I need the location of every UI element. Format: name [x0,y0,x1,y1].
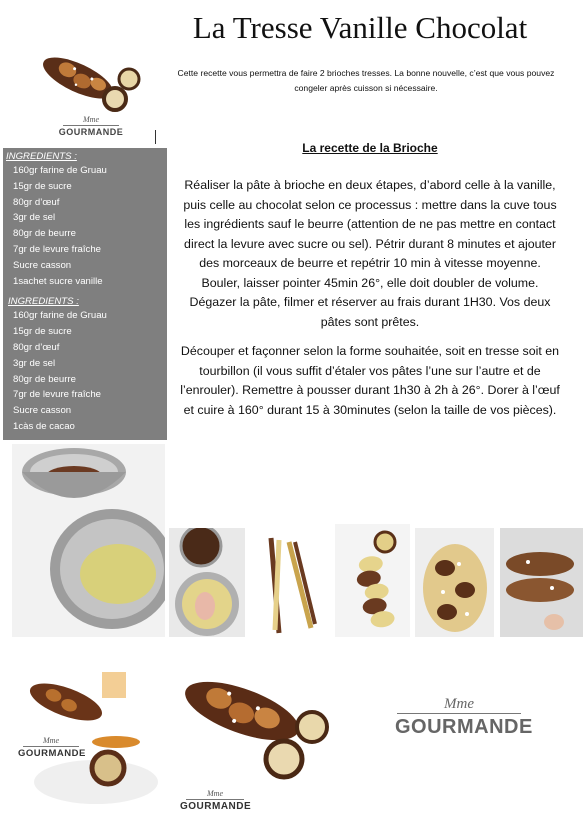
logo-divider [186,799,244,800]
logo-divider [23,746,79,747]
logo-mme: Mme [83,115,99,124]
recipe-heading: La recette de la Brioche [302,141,438,155]
intro-text: Cette recette vous permettra de faire 2 brioches tresses. La bonne nouvelle, c’est que vous pouvez congeler après cuisson si nécessaire. [177,68,555,93]
brioche-photo-top [33,33,149,141]
ingredients-chocolate-list [6,308,167,434]
list-item: 1càs de cacao [13,420,75,432]
logo-divider [397,713,521,714]
list-item: 80gr de beurre [13,228,76,240]
list-item: 80gr d’œuf [13,196,60,208]
list-item: 80gr d’œuf [13,341,60,353]
ingredients-panel [3,148,167,440]
logo-mme: Mme [43,736,59,745]
page-title: La Tresse Vanille Chocolat [192,10,528,45]
brand-logo-large [395,696,533,739]
step-photo-3 [335,524,410,637]
dough-strands-image [249,528,330,637]
brand-logo-small-2 [18,736,84,759]
logo-mme: Mme [207,789,223,798]
list-item: 15gr de sucre [13,180,72,192]
baking-tray-image [500,528,583,637]
step-photo-1 [169,528,245,637]
brand-logo-small-3 [180,789,250,812]
sliced-brioche-photo [16,662,166,810]
recipe-body [180,176,560,420]
list-item: Sucre casson [13,405,72,417]
list-item: Sucre casson [13,259,72,271]
step-photo-5 [500,528,583,637]
dough-bowls-photo [12,444,165,637]
glazed-dough-image [415,528,494,637]
list-item: 7gr de levure fraîche [13,389,101,401]
logo-name: GOURMANDE [395,716,533,738]
step-photo-2 [249,528,330,637]
dough-bowls-image [12,444,165,637]
list-item: 3gr de sel [13,212,56,224]
list-item: 160gr farine de Gruau [13,165,107,176]
dough-rising-image [169,528,245,637]
list-item: 80gr de beurre [13,373,76,385]
list-item: 1sachet sucre vanille [13,275,103,287]
list-item: 15gr de sucre [13,326,72,338]
braided-dough-image [335,524,410,637]
list-item: 7gr de levure fraîche [13,243,101,255]
ingredients-vanilla-heading: INGREDIENTS : [6,151,77,162]
step-photo-4 [415,528,494,637]
logo-name: GOURMANDE [180,801,252,812]
finished-brioche-photo [172,651,340,819]
recipe-paragraph-1: Réaliser la pâte à brioche en deux étapes, d’abord celle à la vanille, puis celle au chocolat selon ce processus : mettre dans la cuve tous les ingrédients sauf le beurre (attention de ne pas mettre en contact direct la levure avec sucre ou sel). Pétrir durant 8 minutes et ajouter des morceaux de beurre et repétrir 10 min à vitesse moyenne. Bouler, laisser pointer 45min 26°, elle doit doubler de volume. Dégazer la pâte, filmer et réserver au frais durant 1H30. Vos deux pâtes sont prêtes. [183,178,557,329]
list-item: 160gr farine de Gruau [13,310,107,322]
margin-mark [155,130,156,144]
logo-mme: Mme [444,696,474,712]
logo-name: GOURMANDE [58,127,124,137]
logo-divider [63,125,119,126]
ingredients-chocolate-heading: INGREDIENTS : [8,296,79,308]
ingredients-vanilla-list [6,163,167,289]
recipe-paragraph-2: Découper et façonner selon la forme souhaitée, soit en tresse soit en tourbillon (il vous suffit d’étaler vos pâtes l’une sur l’autre et de l’enrouler). Remettre à pousser durant 1h30 à 2h à 26°. Dorer à l’œuf et cuire à 160° durant 15 à 30minutes (selon la taille de vos pièces). [180,344,560,417]
brand-logo-small [58,115,124,137]
logo-name: GOURMANDE [18,748,86,759]
list-item: 3gr de sel [13,357,56,369]
